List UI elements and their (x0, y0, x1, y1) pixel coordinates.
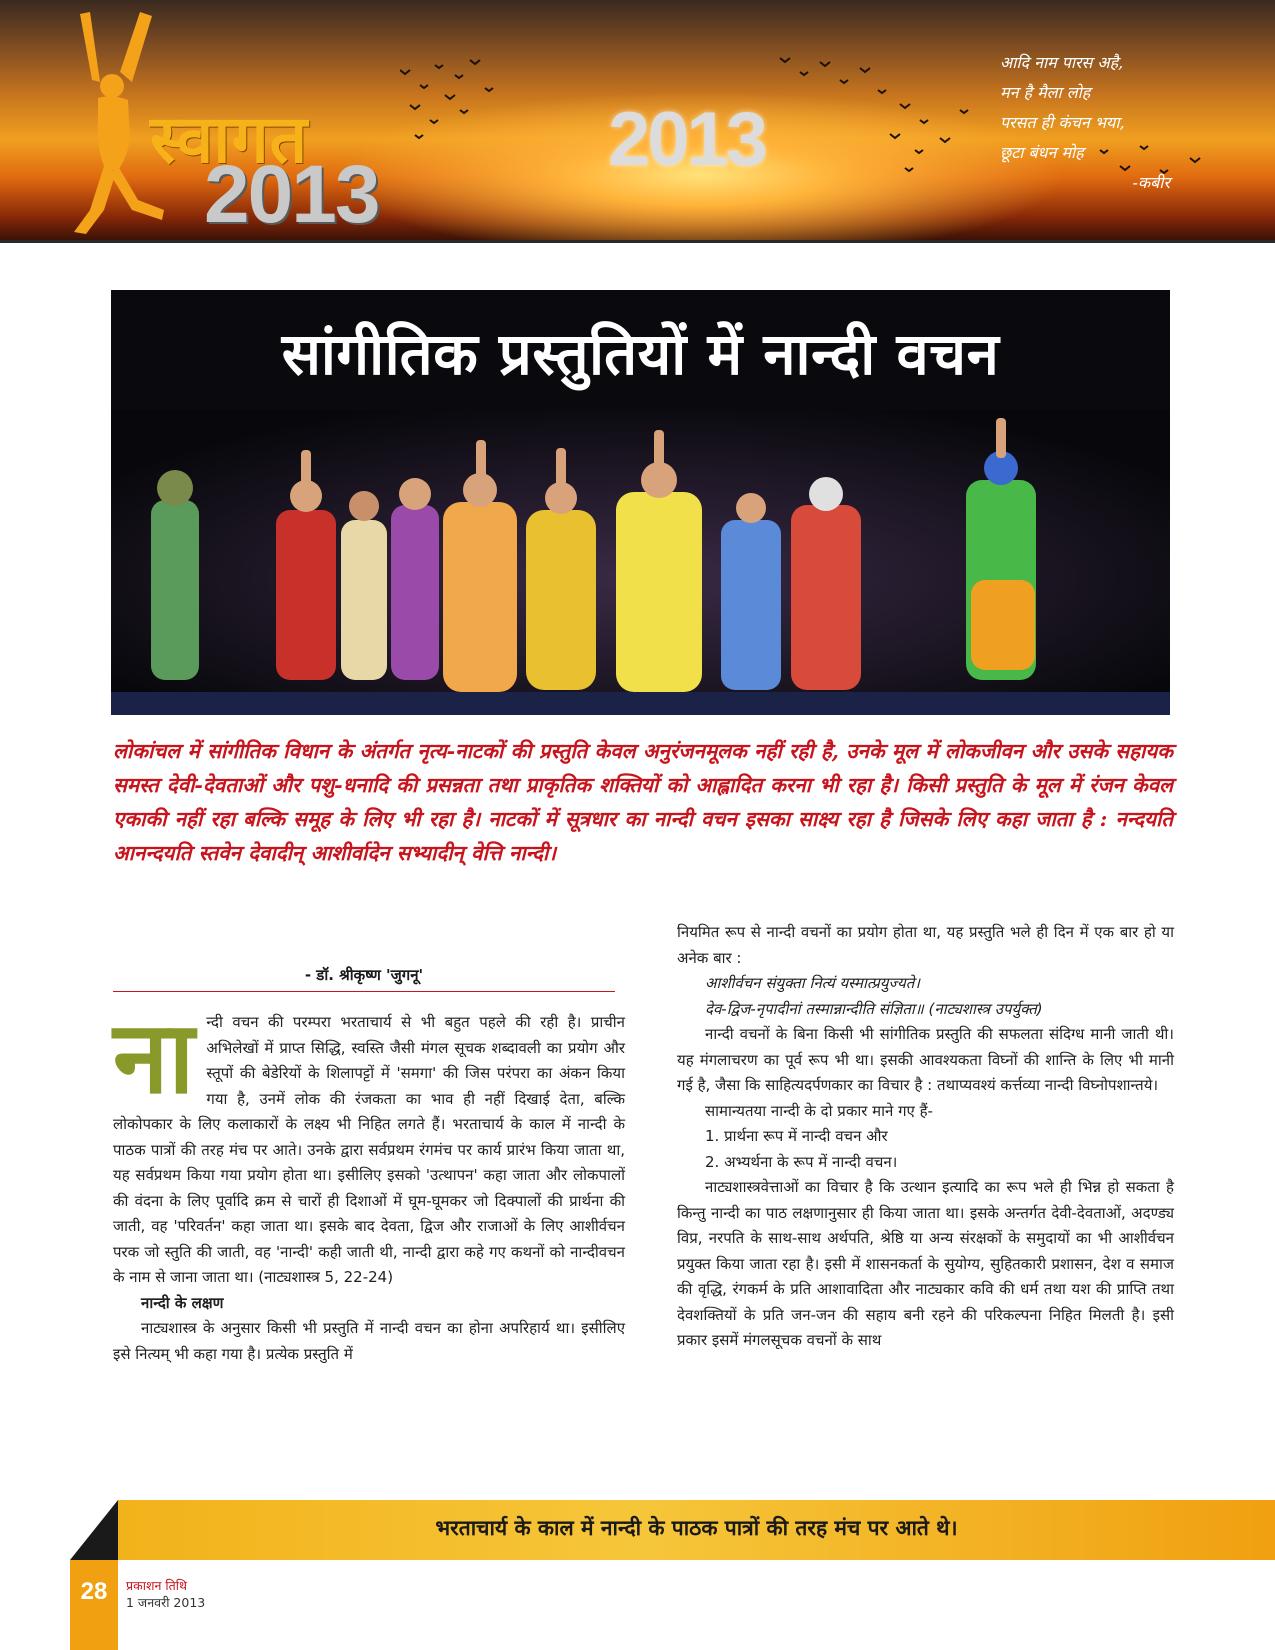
body-paragraph: नाट्यशास्त्रवेत्ताओं का विचार है कि उत्थान इत्यादि का रूप भले ही भिन्न हो सकता है किन्तु नान्दी का पाठ लक्षणानुसार ही किया जाता था। इसके अन्तर्गत देवी-देवताओं, अदण्ड्य विप्र, नरपति के साथ-साथ अर्थपति, श्रेष्ठि या अन्य संरक्षकों के समुदायों का भी आशीर्वचन प्रयुक्त किया जाता रहा है। इसी में शासनकर्ता के सुयोग्य, सुहितकारी प्रशासन, देश व समाज की वृद्धि, रंगकर्म के प्रति आशावादिता और नाट्यकार कवि की धर्म तथा यश की प्राप्ति तथा देवशक्तियों के प्रति जन-जन की सहाय बनी रहने की परिकल्पना निहित मिलती है। इसी प्रकार इसमें मंगलसूचक वचनों के साथ (677, 1178, 1174, 1349)
doha-line: छूटा बंधन मोह (1000, 143, 1084, 162)
swagat-heading: स्वागत (150, 101, 309, 178)
list-item: 2. अभ्यर्थना के रूप में नान्दी वचन। (705, 1152, 898, 1171)
center-year: 2013 (608, 97, 766, 182)
footer-publication-info (126, 1577, 205, 1611)
dance-performance-photo (111, 410, 1170, 715)
pull-quote: भरताचार्य के काल में नान्दी के पाठक पात्रों की तरह मंच पर आते थे। (435, 1516, 958, 1540)
title-photo-block (111, 290, 1170, 715)
kabir-doha (1000, 48, 1240, 198)
doha-line: मन है मैला लोह (1000, 83, 1091, 102)
swagat-year: 2013 (204, 149, 379, 240)
publication-label: प्रकाशन तिथि (126, 1578, 187, 1593)
strip-wedge (70, 1500, 118, 1560)
sanskrit-verse: देव-द्विज-नृपादीनां तस्मान्नान्दीति संज्ञिता॥ (नाट्यशास्त्र उपर्युक्त) (705, 999, 1043, 1018)
list-item: 1. प्रार्थना रूप में नान्दी वचन और (705, 1127, 888, 1145)
drop-cap: ना (113, 999, 195, 1116)
doha-line: आदि नाम पारस अहै, (1000, 53, 1124, 72)
body-paragraph: सामान्यतया नान्दी के दो प्रकार माने गए हैं- (705, 1101, 933, 1120)
article-column-left (113, 999, 625, 1367)
page-number: 28 (80, 1578, 108, 1605)
article-lead: लोकांचल में सांगीतिक विधान के अंतर्गत नृत्य-नाटकों की प्रस्तुति केवल अनुरंजनमूलक नहीं रही है, उनके मूल में लोकजीवन और उसके सहायक समस्त देवी-देवताओं और पशु-धनादि की प्रसन्नता तथा प्राकृतिक शक्तियों को आह्लादित करना भी रहा है। किसी प्रस्तुति के मूल में रंजन केवल एकाकी नहीं रहा बल्कि समूह के लिए भी रहा है। नाटकों में सूत्रधार का नान्दी वचन इसका साक्ष्य रहा है जिसके लिए कहा जाता है : नन्दयति आनन्दयति स्तवेन देवादीन् आशीर्वादेन सभ्यादीन् वेत्ति नान्दी। (113, 739, 1173, 865)
byline-divider (113, 991, 615, 992)
body-paragraph: न्दी वचन की परम्परा भरताचार्य से भी बहुत पहले की रही है। प्राचीन अभिलेखों में प्राप्त सिद्धि, स्वस्ति जैसी मंगल सूचक शब्दावली का प्रयोग और स्तूपों की बेडेरियों के शिलापट्टों में 'समगा' की जिस परंपरा का अंकन किया गया है, उनमें लोक की रंजकता का भाव ही नहीं दिखाई देता, बल्कि लोकोपकार के लिए कलाकारों के लक्ष्य भी निहित लगते हैं। भरताचार्य के काल में नान्दी के पाठक पात्रों की तरह मंच पर आते। उनके द्वारा सर्वप्रथम रंगमंच पर कार्य प्रारंभ किया जाता था, यह सर्वप्रथम किया गया प्रयोग होता था। इसीलिए इसको 'उत्थापन' कहा जाता और लोकपालों की वंदना के लिए पूर्वादि क्रम से चारों ही दिशाओं में घूम-घूमकर जो दिक्पालों की प्रार्थना की जाती, वह 'परिवर्तन' कहा जाता था। इसके बाद देवता, द्विज और राजाओं के लिए आशीर्वचन परक जो स्तुति की जाती, वह 'नान्दी' कही जाती थी, नान्दी द्वारा कहे गए कथनों को नान्दीवचन के नाम से जाना जाता था। (नाट्यशास्त्र 5, 22-24) (113, 1013, 625, 1286)
body-paragraph: नियमित रूप से नान्दी वचनों का प्रयोग होता था, यह प्रस्तुति भले ही दिन में एक बार हो या अनेक बार : (677, 923, 1174, 967)
body-paragraph: नाट्यशास्त्र के अनुसार किसी भी प्रस्तुति में नान्दी वचन का होना अपरिहार्य था। इसीलिए इसे नित्यम् भी कहा गया है। प्रत्येक प्रस्तुति में (113, 1319, 625, 1363)
section-subheading: नान्दी के लक्षण (141, 1293, 224, 1312)
banner-divider (0, 240, 1275, 243)
body-paragraph: नान्दी वचनों के बिना किसी भी सांगीतिक प्रस्तुति की सफलता संदिग्ध मानी जाती थी। यह मंगलाचरण का पूर्व रूप भी था। इसकी आवश्यकता विघ्नों की शान्ति के लिए भी मानी गई है, जैसा कि साहित्यदर्पणकार का विचार है : तथाप्यवश्यं कर्त्तव्या नान्दी विघ्नोपशान्तये। (677, 1025, 1174, 1094)
doha-author: -कबीर (1132, 173, 1170, 192)
doha-line: परसत ही कंचन भया, (1000, 113, 1125, 132)
header-banner (0, 0, 1275, 240)
article-title: सांगीतिक प्रस्तुतियों में नान्दी वचन (281, 320, 1000, 388)
publication-date: 1 जनवरी 2013 (126, 1595, 206, 1610)
article-column-right (677, 920, 1174, 1354)
author-byline: - डॉ. श्रीकृष्ण 'जुगनू' (304, 966, 424, 984)
sanskrit-verse: आशीर्वचन संयुक्ता नित्यं यस्मात्प्रयुज्यते। (705, 974, 920, 992)
